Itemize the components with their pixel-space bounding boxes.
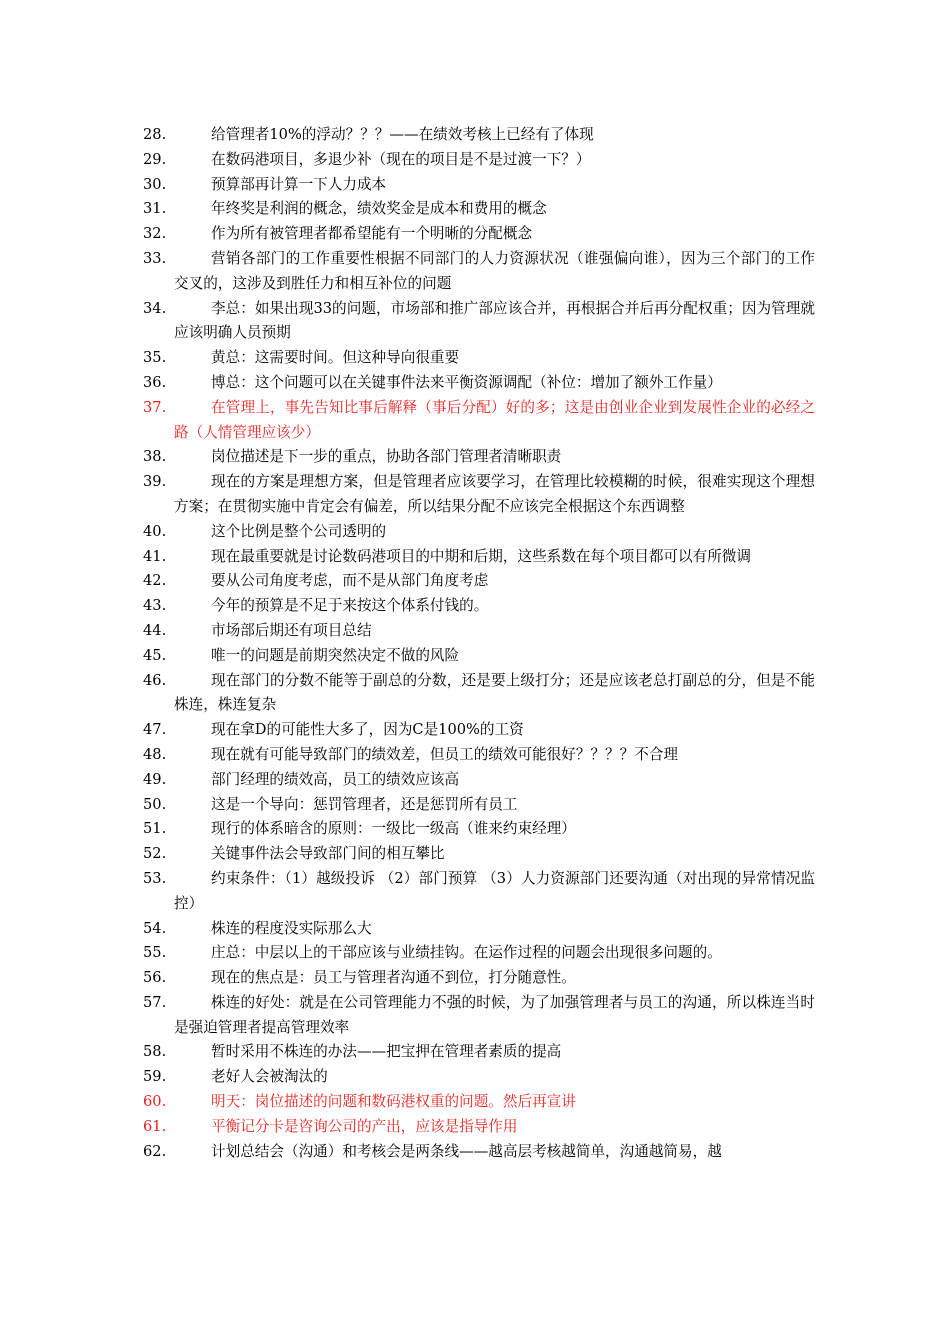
item-text: 现在就有可能导致部门的绩效差，但员工的绩效可能很好？？？？不合理 (211, 745, 679, 763)
item-number: 29. (143, 150, 167, 168)
item-text: 预算部再计算一下人力成本 (211, 175, 387, 193)
item-text: 要从公司角度考虑，而不是从部门角度考虑 (211, 572, 489, 590)
item-number: 47. (143, 721, 167, 739)
item-number: 61. (143, 1117, 167, 1135)
item-text: 作为所有被管理者都希望能有一个明晰的分配概念 (211, 225, 533, 243)
item-text: 现在的焦点是：员工与管理者沟通不到位，打分随意性。 (211, 969, 576, 987)
list-item (143, 743, 815, 768)
item-text: 岗位描述是下一步的重点，协助各部门管理者清晰职责 (211, 448, 562, 466)
list-item (143, 470, 815, 520)
list-item (143, 371, 815, 396)
item-text: 约束条件：（1）越级投诉 （2）部门预算 （3）人力资源部门还要沟通（对出现的异常情况监控） (174, 869, 815, 912)
item-number: 59. (143, 1068, 167, 1086)
item-text: 庄总：中层以上的干部应该与业绩挂钩。在运作过程的问题会出现很多问题的。 (211, 944, 722, 962)
item-text: 博总：这个问题可以在关键事件法来平衡资源调配（补位：增加了额外工作量） (211, 373, 722, 391)
item-number: 32. (143, 225, 167, 243)
item-text: 这个比例是整个公司透明的 (211, 522, 387, 540)
list-item (143, 148, 815, 173)
list-item (143, 917, 815, 942)
item-number: 54. (143, 919, 167, 937)
list-item (143, 966, 815, 991)
item-number: 38. (143, 448, 167, 466)
list-item (143, 1140, 815, 1165)
item-text: 这是一个导向：惩罚管理者，还是惩罚所有员工 (211, 795, 518, 813)
item-number: 31. (143, 200, 167, 218)
item-text: 现在最重要就是讨论数码港项目的中期和后期，这些系数在每个项目都可以有所微调 (211, 547, 751, 565)
list-item (143, 1090, 815, 1115)
item-text: 市场部后期还有项目总结 (211, 621, 372, 639)
list-item (143, 594, 815, 619)
list-item (143, 173, 815, 198)
item-number: 53. (143, 869, 167, 887)
item-text: 平衡记分卡是咨询公司的产出，应该是指导作用 (211, 1117, 518, 1135)
list-item (143, 1040, 815, 1065)
list-item (143, 545, 815, 570)
list-item (143, 297, 815, 347)
item-number: 41. (143, 547, 167, 565)
list-item (143, 445, 815, 470)
list-item (143, 718, 815, 743)
item-text: 黄总：这需要时间。但这种导向很重要 (211, 349, 460, 367)
item-number: 55. (143, 944, 167, 962)
item-number: 33. (143, 249, 167, 267)
item-number: 45. (143, 646, 167, 664)
item-text: 现在部门的分数不能等于副总的分数，还是要上级打分；还是应该老总打副总的分，但是不能株连，株连复杂 (174, 671, 815, 714)
item-text: 明天：岗位描述的问题和数码港权重的问题。然后再宣讲 (211, 1093, 576, 1111)
item-number: 43. (143, 597, 167, 615)
meeting-notes-list (143, 123, 815, 1164)
item-number: 56. (143, 969, 167, 987)
item-text: 部门经理的绩效高，员工的绩效应该高 (211, 770, 460, 788)
list-item (143, 793, 815, 818)
list-item (143, 842, 815, 867)
item-text: 老好人会被淘汰的 (211, 1068, 328, 1086)
item-text: 今年的预算是不足于来按这个体系付钱的。 (211, 597, 489, 615)
item-number: 42. (143, 572, 167, 590)
item-text: 暂时采用不株连的办法——把宝押在管理者素质的提高 (211, 1043, 562, 1061)
item-text: 株连的好处：就是在公司管理能力不强的时候，为了加强管理者与员工的沟通，所以株连当时是强迫管理者提高管理效率 (174, 993, 815, 1036)
item-number: 50. (143, 795, 167, 813)
list-item (143, 991, 815, 1041)
item-text: 现在拿D的可能性大多了，因为C是100%的工资 (211, 721, 524, 739)
item-text: 现在的方案是理想方案，但是管理者应该要学习，在管理比较模糊的时候，很难实现这个理想方案；在贯彻实施中肯定会有偏差，所以结果分配不应该完全根据这个东西调整 (174, 473, 815, 515)
item-number: 39. (143, 473, 167, 491)
item-text: 现行的体系暗含的原则：一级比一级高（谁来约束经理） (211, 820, 576, 838)
item-number: 30. (143, 175, 167, 193)
item-number: 49. (143, 770, 167, 788)
list-item (143, 619, 815, 644)
item-number: 44. (143, 621, 167, 639)
list-item (143, 197, 815, 222)
list-item (143, 1065, 815, 1090)
item-text: 在管理上，事先告知比事后解释（事后分配）好的多；这是由创业企业到发展性企业的必经之路（人情管理应该少） (174, 398, 815, 441)
item-text: 株连的程度没实际那么大 (211, 919, 372, 937)
list-item (143, 520, 815, 545)
list-item (143, 222, 815, 247)
item-number: 60. (143, 1093, 167, 1111)
item-text: 营销各部门的工作重要性根据不同部门的人力资源状况（谁强偏向谁），因为三个部门的工作交叉的，这涉及到胜任力和相互补位的问题 (174, 249, 815, 292)
item-number: 40. (143, 522, 167, 540)
list-item (143, 1115, 815, 1140)
item-text: 年终奖是利润的概念，绩效奖金是成本和费用的概念 (211, 200, 547, 218)
list-item (143, 867, 815, 917)
list-item (143, 644, 815, 669)
item-number: 36. (143, 373, 167, 391)
item-text: 唯一的问题是前期突然决定不做的风险 (211, 646, 460, 664)
item-number: 52. (143, 845, 167, 863)
list-item (143, 396, 815, 446)
item-number: 58. (143, 1043, 167, 1061)
item-number: 62. (143, 1142, 167, 1160)
item-text: 给管理者10%的浮动？？？——在绩效考核上已经有了体现 (211, 126, 594, 143)
item-number: 48. (143, 745, 167, 763)
list-item (143, 941, 815, 966)
item-text: 关键事件法会导致部门间的相互攀比 (211, 845, 445, 863)
list-item (143, 817, 815, 842)
list-item (143, 768, 815, 793)
item-text: 计划总结会（沟通）和考核会是两条线——越高层考核越简单，沟通越简易，越 (211, 1142, 722, 1160)
list-item (143, 346, 815, 371)
item-text: 在数码港项目，多退少补（现在的项目是不是过渡一下？） (211, 150, 591, 168)
item-number: 51. (143, 820, 167, 838)
item-number: 37. (143, 398, 167, 416)
list-item (143, 669, 815, 719)
item-number: 28. (143, 126, 167, 143)
item-text: 李总：如果出现33的问题，市场部和推广部应该合并，再根据合并后再分配权重；因为管理就应该明确人员预期 (174, 299, 815, 342)
item-number: 35. (143, 349, 167, 367)
item-number: 34. (143, 299, 167, 317)
item-number: 46. (143, 671, 167, 689)
list-item (143, 247, 815, 297)
item-number: 57. (143, 993, 167, 1011)
list-item (143, 123, 815, 148)
list-item (143, 569, 815, 594)
